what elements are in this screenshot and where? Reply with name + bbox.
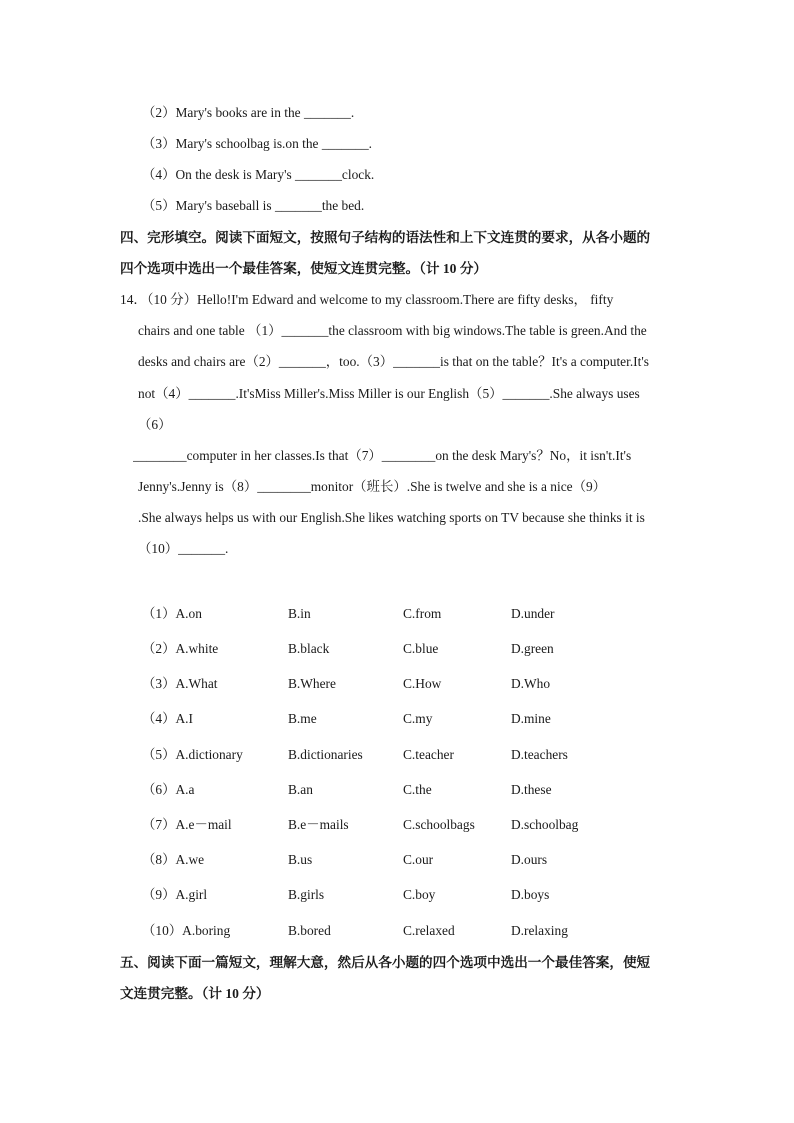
option-d: D.teachers [511, 747, 568, 762]
option-d: D.green [511, 641, 554, 656]
option-c: C.boy [403, 887, 436, 902]
passage-line-8: .She always helps us with our English.She likes watching sports on TV because she thinks it is [138, 510, 645, 525]
option-c: C.schoolbags [403, 817, 475, 832]
option-a: （5）A.dictionary [142, 747, 243, 762]
option-c: C.relaxed [403, 923, 455, 938]
option-b: B.girls [288, 887, 325, 902]
option-c: C.our [403, 852, 434, 867]
passage-line-1: 14．（10 分）Hello!I'm Edward and welcome to my classroom.There are fifty desks， fifty [120, 292, 614, 307]
option-a: （2）A.white [142, 641, 219, 656]
option-b: B.bored [288, 923, 331, 938]
option-d: D.boys [511, 887, 550, 902]
option-c: C.teacher [403, 747, 454, 762]
option-b: B.us [288, 852, 313, 867]
option-a: （4）A.I [142, 711, 193, 726]
question-3: （3）Mary's schoolbag is.on the _______. [142, 136, 373, 151]
option-d: D.schoolbag [511, 817, 579, 832]
section4-heading-line2: 四个选项中选出一个最佳答案，使短文连贯完整。（计 10 分） [120, 261, 488, 276]
option-c: C.How [403, 676, 442, 691]
question-4: （4）On the desk is Mary's _______clock. [142, 167, 375, 182]
option-c: C.the [403, 782, 432, 797]
option-d: D.these [511, 782, 552, 797]
option-b: B.Where [288, 676, 336, 691]
option-b: B.dictionaries [288, 747, 363, 762]
option-a: （10）A.boring [142, 923, 231, 938]
option-b: B.e－mails [288, 817, 349, 832]
question-2: （2）Mary's books are in the _______. [142, 105, 355, 120]
option-c: C.my [403, 711, 433, 726]
option-a: （6）A.a [142, 782, 195, 797]
option-a: （7）A.e－mail [142, 817, 232, 832]
passage-line-4: not（4）_______.It'sMiss Miller's.Miss Miller is our English（5）_______.She always uses [138, 386, 640, 401]
option-a: （9）A.girl [142, 887, 208, 902]
section5-heading-line2: 文连贯完整。（计 10 分） [120, 986, 270, 1001]
option-a: （1）A.on [142, 606, 202, 621]
option-b: B.black [288, 641, 330, 656]
section4-heading-line1: 四、完形填空。阅读下面短文，按照句子结构的语法性和上下文连贯的要求，从各小题的 [120, 230, 651, 245]
option-c: C.from [403, 606, 442, 621]
option-c: C.blue [403, 641, 439, 656]
option-b: B.me [288, 711, 317, 726]
option-d: D.under [511, 606, 555, 621]
option-a: （8）A.we [142, 852, 205, 867]
passage-line-3: desks and chairs are（2）_______，too.（3）_______is that on the table？It's a computer.It's [138, 354, 649, 369]
option-d: D.relaxing [511, 923, 568, 938]
passage-line-6: ________computer in her classes.Is that（7）________on the desk Mary's？No，it isn't.It's [133, 448, 632, 463]
passage-line-2: chairs and one table （1）_______the classroom with big windows.The table is green.And the [138, 323, 647, 338]
option-a: （3）A.What [142, 676, 218, 691]
passage-line-7: Jenny's.Jenny is（8）________monitor（班长）.She is twelve and she is a nice（9） [138, 479, 607, 494]
option-d: D.Who [511, 676, 551, 691]
option-d: D.ours [511, 852, 548, 867]
passage-line-9: （10）_______. [138, 541, 229, 556]
option-d: D.mine [511, 711, 551, 726]
option-b: B.an [288, 782, 313, 797]
option-b: B.in [288, 606, 311, 621]
question-5: （5）Mary's baseball is _______the bed. [142, 198, 365, 213]
section5-heading-line1: 五、阅读下面一篇短文，理解大意，然后从各小题的四个选项中选出一个最佳答案，使短 [120, 955, 651, 970]
passage-line-5: （6） [138, 417, 172, 432]
